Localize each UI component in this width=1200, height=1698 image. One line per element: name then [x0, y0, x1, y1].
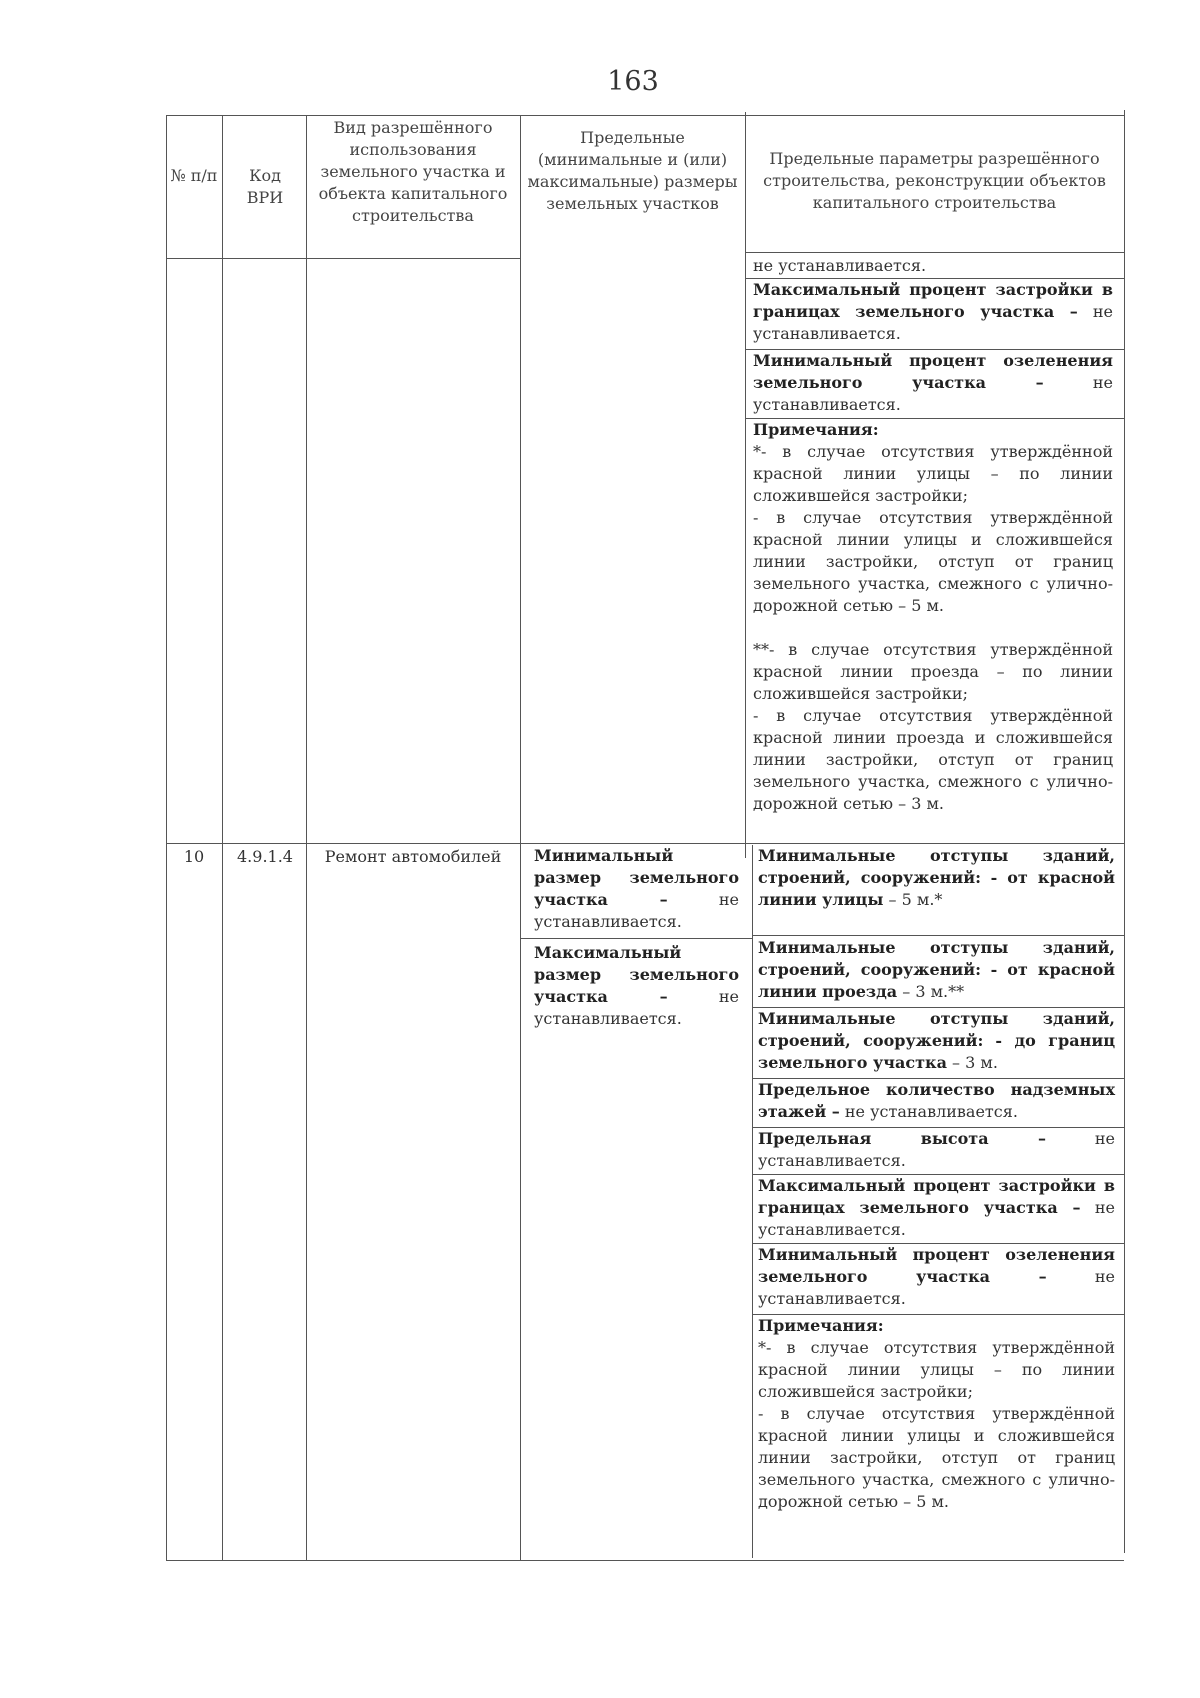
max-build-percent-cont — [753, 279, 1113, 345]
param-value: не устанавливается. — [758, 1198, 1115, 1239]
col-sep-3 — [520, 115, 521, 1560]
param-title: Максимальный процент застройки в границах земельного участка – — [758, 1176, 1115, 1217]
header-bottom-right — [745, 252, 1124, 253]
header-number: № п/п — [170, 166, 218, 185]
row10-min-size — [534, 845, 739, 933]
table-border-top — [166, 115, 1124, 116]
param-title: Минимальные отступы зданий, строений, сооружений: — [758, 938, 1115, 979]
note-item: - в случае отсутствия утверждённой красной линии проезда и сложившейся линии застройки, отступ от границ земельного участка, смежного с улично-дорожной сетью – 3 м. — [753, 706, 1113, 813]
param-value: не устанавливается. — [534, 890, 739, 931]
note-item: - в случае отсутствия утверждённой красной линии улицы и сложившейся линии застройки, отступ от границ земельного участка, смежного с улично-дорожной сетью – 5 м. — [758, 1404, 1115, 1511]
continuation-text: не устанавливается. — [753, 256, 927, 275]
row10-number: 10 — [183, 847, 205, 866]
param-title: Максимальный процент застройки в границах земельного участка – — [753, 280, 1113, 321]
param-subtitle: - от красной линии улицы — [758, 868, 1116, 909]
header-bottom-left — [166, 258, 520, 259]
param-value: не устанавливается. — [844, 1102, 1018, 1121]
row10-max-size — [534, 942, 739, 1030]
param-title: Максимальный размер земельного участка – — [534, 943, 739, 1006]
notes-title: Примечания: — [758, 1316, 884, 1335]
param-subtitle: - до границ земельного участка — [758, 1031, 1116, 1072]
note-item: **- в случае отсутствия утверждённой красной линии проезда – по линии сложившейся застройки; — [753, 640, 1113, 703]
table-border-bottom — [166, 1560, 1124, 1561]
param-title: Минимальный процент озеленения земельного участка – — [758, 1245, 1115, 1286]
row10-use-name: Ремонт автомобилей — [324, 847, 502, 866]
param-title: Минимальный размер земельного участка – — [534, 846, 739, 909]
param-value: не устанавливается. — [758, 1129, 1115, 1170]
note-item: *- в случае отсутствия утверждённой красной линии улицы – по линии сложившейся застройки; — [753, 442, 1113, 505]
note-item: - в случае отсутствия утверждённой красной линии улицы и сложившейся линии застройки, отступ от границ земельного участка, смежного с улично-дорожной сетью – 5 м. — [753, 508, 1113, 615]
row10-notes — [758, 1315, 1115, 1513]
size-sep — [520, 938, 752, 939]
param-value: не устанавливается. — [753, 302, 1113, 343]
col-sep-1 — [222, 115, 223, 1560]
header-code: Код ВРИ — [246, 166, 284, 207]
header-land-size: Предельные (минимальные и (или) максимальные) размеры земельных участков — [527, 128, 738, 213]
col-sep-2 — [306, 115, 307, 1560]
header-parameters: Предельные параметры разрешённого строительства, реконструкции объектов капитального строительства — [763, 149, 1106, 212]
row10-setback-passage — [758, 937, 1115, 1003]
row10-top — [166, 843, 1124, 844]
row10-height — [758, 1128, 1115, 1172]
param-value: – 3 м. — [952, 1053, 998, 1072]
row-sep — [752, 935, 1124, 936]
param-title: Минимальные отступы зданий, строений, сооружений: — [758, 1009, 1115, 1050]
header-use-type: Вид разрешённого использования земельного участка и объекта капитального строительства — [318, 118, 508, 225]
param-title: Предельная высота – — [758, 1129, 1046, 1148]
param-value: не устанавливается. — [753, 373, 1113, 414]
param-subtitle: - от красной линии проезда — [758, 960, 1116, 1001]
row10-max-build-percent — [758, 1175, 1115, 1241]
param-value: – 3 м.** — [902, 982, 965, 1001]
col-sep-4b — [752, 845, 753, 1558]
table-border-right — [1124, 110, 1125, 1553]
param-title: Минимальный процент озеленения земельного участка – — [753, 351, 1113, 392]
row10-setback-border — [758, 1008, 1115, 1074]
param-title: Предельное количество надземных этажей – — [758, 1080, 1115, 1121]
table-border-left — [166, 115, 167, 1560]
page-number: 163 — [607, 66, 659, 97]
row10-setback-street — [758, 845, 1115, 911]
col-sep-4a — [745, 112, 746, 858]
row10-code: 4.9.1.4 — [237, 847, 293, 866]
param-value: не устанавливается. — [534, 987, 739, 1028]
param-title: Минимальные отступы зданий, строений, сооружений: — [758, 846, 1115, 887]
param-value: не устанавливается. — [758, 1267, 1115, 1308]
notes-title: Примечания: — [753, 420, 879, 439]
min-green-percent-cont — [753, 350, 1113, 416]
row10-min-green-percent — [758, 1244, 1115, 1310]
row10-floors — [758, 1079, 1115, 1123]
param-value: – 5 м.* — [888, 890, 943, 909]
note-item: *- в случае отсутствия утверждённой красной линии улицы – по линии сложившейся застройки; — [758, 1338, 1115, 1401]
notes-block-top — [753, 419, 1113, 815]
